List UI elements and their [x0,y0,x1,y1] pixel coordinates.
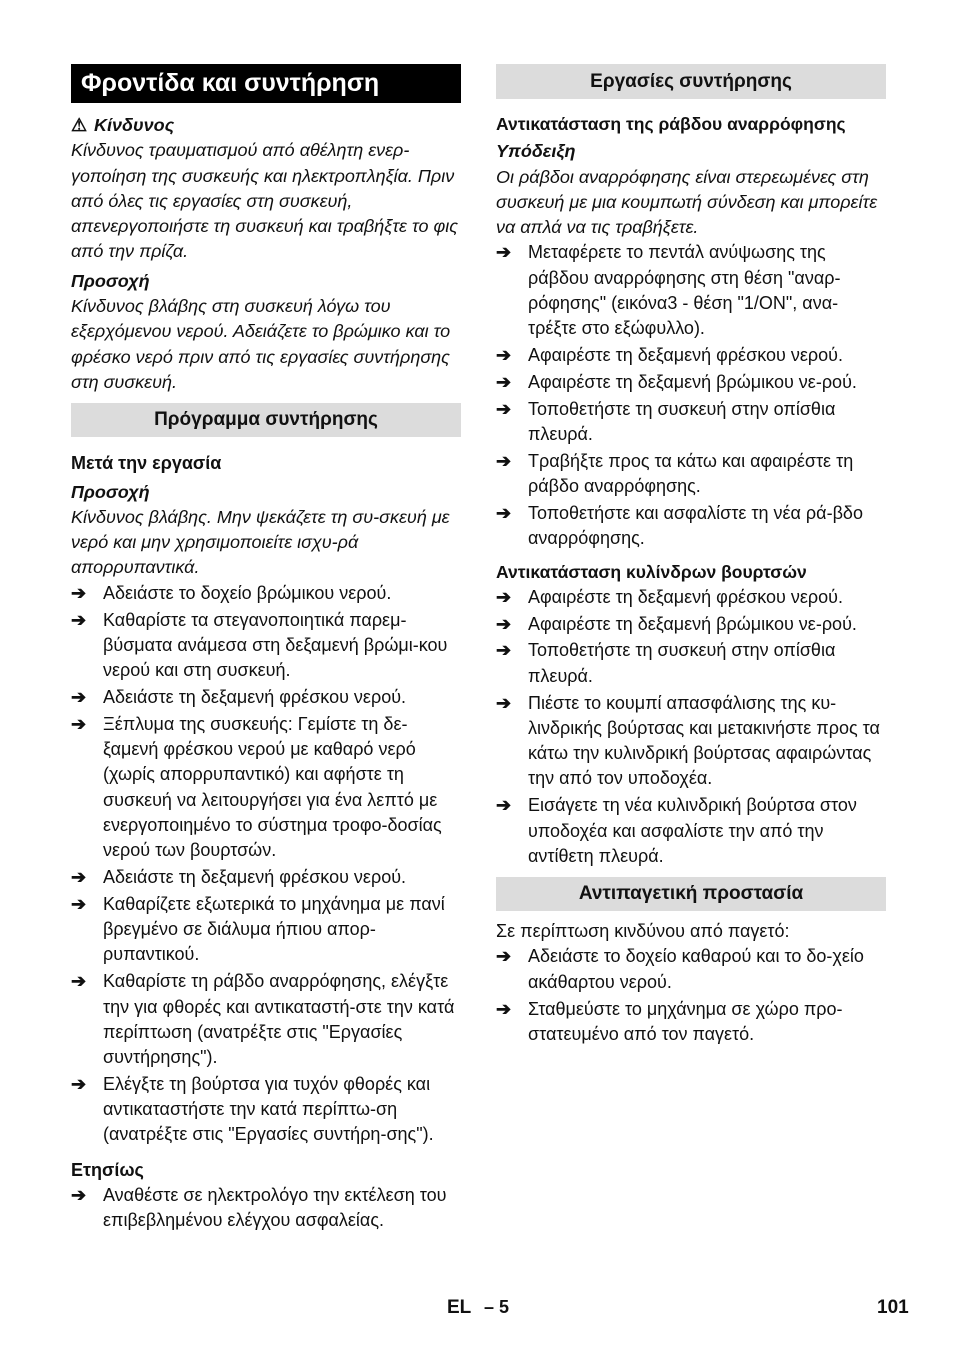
arrow-right-icon: ➔ [71,609,87,630]
list-item [496,612,886,637]
arrow-right-icon: ➔ [71,1185,87,1206]
suction-bar-heading: Αντικατάσταση της ράβδου αναρρόφησης [496,114,846,134]
brush-heading: Αντικατάσταση κυλίνδρων βουρτσών [496,561,807,582]
suction-bar-list [496,240,886,551]
list-item-text: Αφαιρέστε τη δεξαμενή βρώμικου νε-ρού. [528,371,857,392]
footer-lang: EL [447,1297,472,1318]
footer-local-page: – 5 [484,1297,510,1317]
left-column [71,64,461,1235]
list-item [496,793,886,869]
note-label: Υπόδειξη [496,141,576,162]
arrow-right-icon: ➔ [71,867,87,888]
danger-label: Κίνδυνος [94,115,175,135]
footer-page-number: 101 [877,1297,909,1318]
arrow-right-icon: ➔ [496,946,512,967]
after-caution-label: Προσοχή [71,481,150,502]
after-work-list [71,581,461,1148]
after-work-heading: Μετά την εργασία [71,453,222,474]
arrow-right-icon: ➔ [71,582,87,603]
arrow-right-icon: ➔ [496,586,512,607]
list-item-text: Αφαιρέστε τη δεξαμενή φρέσκου νερού. [528,345,843,366]
page-title: Φροντίδα και συντήρηση [71,64,461,103]
arrow-right-icon: ➔ [496,450,512,471]
list-item-text: Αφαιρέστε τη δεξαμενή φρέσκου νερού. [528,586,843,607]
list-item-text: Αδειάστε το δοχείο βρώμικου νερού. [103,582,392,603]
list-item-text: Αδειάστε τη δεξαμενή φρέσκου νερού. [103,867,407,888]
list-item [71,1183,461,1234]
caution-text: Κίνδυνος βλάβης στη συσκευή λόγω του εξερχόμενου νερού. Αδειάζετε το βρώμικο και το φρέσκο νερό πριν από τις εργασίες συντήρησης στη συσκευή. [71,296,451,392]
arrow-right-icon: ➔ [71,971,87,992]
list-item-text: Αδειάστε το δοχείο καθαρού και το δο-χείο ακάθαρτου νερού. [528,946,864,992]
list-item [496,501,886,552]
list-item [71,712,461,864]
danger-heading [71,113,461,138]
arrow-right-icon: ➔ [71,686,87,707]
list-item [496,240,886,341]
list-item-text: Πιέστε το κουμπί απασφάλισης της κυ-λινδρικής βούρτσας και μετακινήστε προς τα κάτω την κυλινδρική βούρτσας αφαιρώντας την από τον υποδοχέα. [528,692,880,789]
list-item-text: Τοποθετήστε τη συσκευή στην οπίσθια πλευρά. [528,640,836,686]
right-column [496,64,886,1049]
list-item-text: Τοποθετήστε και ασφαλίστε τη νέα ρά-βδο αναρρόφησης. [528,502,863,549]
list-item-text: Αδειάστε τη δεξαμενή φρέσκου νερού. [103,686,407,707]
arrow-right-icon: ➔ [496,502,512,523]
list-item [496,944,886,995]
section-title-frost-protection: Αντιπαγετική προστασία [496,877,886,911]
arrow-right-icon: ➔ [496,795,512,816]
list-item-text: Σταθμεύστε το μηχάνημα σε χώρο προ-στατευμένο από τον παγετό. [528,998,843,1044]
arrow-right-icon: ➔ [71,893,87,914]
list-item [496,449,886,500]
list-item [71,581,461,606]
arrow-right-icon: ➔ [496,998,512,1019]
note-text: Οι ράβδοι αναρρόφησης είναι στερεωμένες στη συσκευή με μια κουμπωτή σύνδεση και μπορείτε να απλά να τις τραβήξετε. [496,166,878,238]
list-item [71,608,461,684]
list-item [496,343,886,368]
list-item [496,691,886,792]
section-title-maintenance-work: Εργασίες συντήρησης [496,64,886,99]
frost-list [496,944,886,1047]
list-item-text: Ελέγξτε τη βούρτσα για τυχόν φθορές και αντικαταστήστε την κατά περίπτω-ση (ανατρέξτε στις "Εργασίες συντήρη-σης"). [103,1073,434,1145]
list-item-text: Καθαρίστε τη ράβδο αναρρόφησης, ελέγξτε την για φθορές και αντικαταστή-στε την κατά περίπτωση (ανατρέξτε στις "Εργασίες συντήρησης"). [103,971,455,1068]
yearly-list [71,1183,461,1234]
list-item [71,892,461,968]
arrow-right-icon: ➔ [496,371,512,392]
danger-text: Κίνδυνος τραυματισμού από αθέλητη ενερ-γοποίηση της συσκευής και ηλεκτροπληξία. Πριν από όλες τις εργασίες στη συσκευή, απενεργοποιήστε τη συσκευή και τραβήξτε το φις από την πρίζα. [71,140,458,262]
brush-list [496,585,886,869]
arrow-right-icon: ➔ [71,713,87,734]
list-item-text: Ξέπλυμα της συσκευής: Γεμίστε τη δε-ξαμενή φρέσκου νερού με καθαρό νερό (χωρίς απορρυπαντικό) και αφήστε τη συσκευή να λειτουργήσει για ένα λεπτό με ενεργοποιημένο το σύστημα τροφο-δοσίας νερού των βουρτσών. [103,713,442,861]
list-item-text: Τραβήξτε προς τα κάτω και αφαιρέστε τη ράβδο αναρρόφησης. [528,450,854,497]
list-item-text: Εισάγετε τη νέα κυλινδρική βούρτσα στον υποδοχέα και ασφαλίστε την από την αντίθετη πλευρά. [528,795,857,866]
arrow-right-icon: ➔ [496,398,512,419]
after-caution-text: Κίνδυνος βλάβης. Μην ψεκάζετε τη συ-σκευή με νερό και μην χρησιμοποιείτε ισχυ-ρά απορρυπαντικά. [71,506,450,578]
caution-label: Προσοχή [71,270,150,291]
list-item [496,370,886,395]
arrow-right-icon: ➔ [496,345,512,366]
list-item-text: Αναθέστε σε ηλεκτρολόγο την εκτέλεση του επιβεβλημένου ελέγχου ασφαλείας. [103,1185,447,1231]
section-title-maintenance-schedule: Πρόγραμμα συντήρησης [71,403,461,437]
list-item-text: Καθαρίστε τα στεγανοποιητικά παρεμ-βύσματα ανάμεσα στη δεξαμενή βρώμι-κου νερού και στη συσκευή. [103,609,448,681]
list-item [496,397,886,448]
arrow-right-icon: ➔ [71,1073,87,1094]
list-item [496,997,886,1048]
list-item-text: Τοποθετήστε τη συσκευή στην οπίσθια πλευρά. [528,398,836,445]
arrow-right-icon: ➔ [496,242,512,263]
list-item-text: Καθαρίζετε εξωτερικά το μηχάνημα με πανί βρεγμένο σε διάλυμα ήπιου απορ-ρυπαντικού. [103,893,445,965]
list-item [496,638,886,689]
frost-intro: Σε περίπτωση κινδύνου από παγετό: [496,921,790,942]
arrow-right-icon: ➔ [496,692,512,713]
arrow-right-icon: ➔ [496,640,512,661]
arrow-right-icon: ➔ [496,613,512,634]
list-item-text: Αφαιρέστε τη δεξαμενή βρώμικου νε-ρού. [528,613,857,634]
yearly-heading: Ετησίως [71,1159,144,1180]
list-item [71,685,461,710]
warning-triangle-icon: ⚠ [71,115,88,135]
list-item [71,969,461,1070]
list-item [71,865,461,890]
list-item [71,1072,461,1148]
list-item-text: Μεταφέρετε το πεντάλ ανύψωσης της ράβδου αναρρόφησης στη θέση "αναρ-ρόφησης" (εικόνα3 - θέση "1/ON", ανα-τρέξτε στο εξώφυλλο). [528,242,841,339]
list-item [496,585,886,610]
